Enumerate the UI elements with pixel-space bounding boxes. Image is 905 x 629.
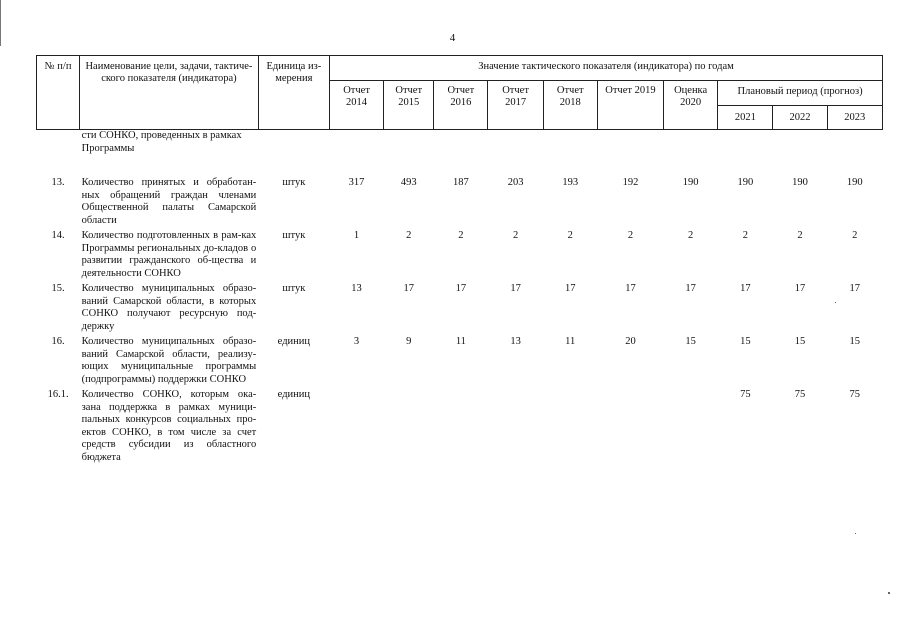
scan-speck [835, 302, 836, 303]
row-num: 13. [51, 177, 65, 188]
row-value: 17 [685, 283, 696, 294]
row-value [597, 130, 663, 178]
row-value: 17 [794, 283, 806, 294]
row-name: Количество муниципальных образо-ваний Самарской области, в которых СОНКО получают ресурсную под-держку [81, 283, 257, 332]
header-num: № п/п [37, 56, 80, 130]
row-value [543, 130, 597, 178]
header-year: Оценка 2020 [664, 81, 718, 130]
row-value [773, 130, 827, 178]
table-row [37, 130, 883, 178]
row-name: Количество СОНКО, которым ока-зана поддержка в рамках муници-пальных конкурсов социальных про-ектов СОНКО, в том числе за счет средств субсидии из областного бюджета [81, 389, 257, 463]
row-value [664, 130, 718, 178]
row-value: 11 [565, 336, 576, 347]
row-num: 16.1. [47, 389, 69, 400]
row-value: 17 [403, 283, 414, 294]
header-year: Отчет 2015 [384, 81, 434, 130]
row-value: 17 [740, 283, 751, 294]
header-unit: Единица из-мерения [258, 56, 329, 130]
row-value [329, 130, 383, 178]
row-value: 190 [737, 177, 754, 188]
row-value: 2 [852, 230, 858, 241]
header-year: Отчет 2014 [329, 81, 383, 130]
row-name: Количество принятых и обработан-ных обращений граждан членами Общественной палаты Самарской области [81, 177, 257, 226]
row-value: 13 [351, 283, 362, 294]
row-value: 192 [622, 177, 639, 188]
row-value: 75 [849, 389, 861, 400]
row-num: 14. [51, 230, 65, 241]
row-num [37, 130, 80, 178]
row-value: 2 [688, 230, 694, 241]
header-year: Отчет 2016 [434, 81, 488, 130]
header-name: Наименование цели, задачи, тактиче-ского показателя (индикатора) [80, 56, 259, 130]
row-value: 17 [564, 283, 576, 294]
row-value: 3 [353, 336, 360, 347]
row-value: 317 [348, 177, 365, 188]
row-value [384, 389, 434, 467]
row-value: 2 [512, 230, 519, 241]
row-value: 190 [846, 177, 863, 188]
header-group: Значение тактического показателя (индикатора) по годам [329, 56, 882, 81]
header-year: Отчет 2019 [597, 81, 663, 130]
row-value: 20 [625, 336, 636, 347]
row-name: Количество подготовленных в рам-ках Программы региональных до-кладов о развитии гражданского об-щества и деятельности СОНКО [81, 230, 257, 279]
row-value: 190 [682, 177, 699, 188]
row-value: 13 [510, 336, 521, 347]
row-unit: единиц [277, 389, 311, 400]
row-value: 193 [562, 177, 579, 188]
row-name: сти СОНКО, проведенных в рамках Программы [81, 130, 242, 154]
row-value: 17 [510, 283, 521, 294]
row-value: 17 [455, 283, 467, 294]
row-value: 15 [685, 336, 696, 347]
row-value: 75 [740, 389, 751, 400]
row-value: 2 [742, 230, 748, 241]
table-header [37, 56, 883, 130]
row-unit [258, 130, 329, 178]
row-value: 493 [400, 177, 417, 188]
row-value: 2 [567, 230, 573, 241]
row-value: 15 [794, 336, 806, 347]
row-value: 2 [406, 230, 412, 241]
row-value [329, 389, 383, 467]
row-value: 190 [792, 177, 808, 188]
row-unit: единиц [277, 336, 311, 347]
row-value: 15 [849, 336, 861, 347]
scan-speck [888, 592, 890, 594]
page-number: 4 [449, 32, 456, 44]
row-value [827, 130, 882, 178]
row-num: 16. [51, 336, 65, 347]
row-value: 11 [455, 336, 466, 347]
row-value: 9 [406, 336, 412, 347]
row-value: 17 [625, 283, 636, 294]
row-value [384, 130, 434, 178]
header-plan-year: 2022 [773, 106, 827, 130]
header-year: Отчет 2018 [543, 81, 597, 130]
row-value: 2 [797, 230, 803, 241]
table-row [37, 177, 883, 230]
row-value: 203 [507, 177, 524, 188]
row-value [488, 130, 543, 178]
table-body [37, 130, 883, 468]
row-value: 17 [849, 283, 861, 294]
row-value [543, 389, 597, 467]
row-value: 2 [627, 230, 634, 241]
row-value [434, 389, 488, 467]
table-row [37, 230, 883, 283]
row-value: 75 [794, 389, 806, 400]
row-unit: штук [282, 177, 306, 188]
scan-speck [855, 533, 856, 534]
row-unit: штук [282, 230, 306, 241]
header-year: Отчет 2017 [488, 81, 543, 130]
row-value: 2 [458, 230, 464, 241]
row-value: 1 [353, 230, 360, 241]
row-value [718, 130, 773, 178]
row-value: 187 [453, 177, 469, 188]
table-row [37, 283, 883, 336]
header-plan-year: 2021 [718, 106, 773, 130]
header-plan-period: Плановый период (прогноз) [718, 81, 883, 106]
row-name: Количество муниципальных образо-ваний Самарской области, реализу-ющих муниципальные программы (подпрограммы) поддержки СОНКО [81, 336, 257, 385]
row-value: 15 [740, 336, 751, 347]
table-row [37, 336, 883, 389]
header-plan-year: 2023 [827, 106, 882, 130]
row-value [664, 389, 718, 467]
row-unit: штук [282, 283, 306, 294]
row-num: 15. [51, 283, 65, 294]
table-row [37, 389, 883, 467]
row-value [597, 389, 663, 467]
row-value [434, 130, 488, 178]
row-value [488, 389, 543, 467]
indicator-table [36, 55, 883, 467]
